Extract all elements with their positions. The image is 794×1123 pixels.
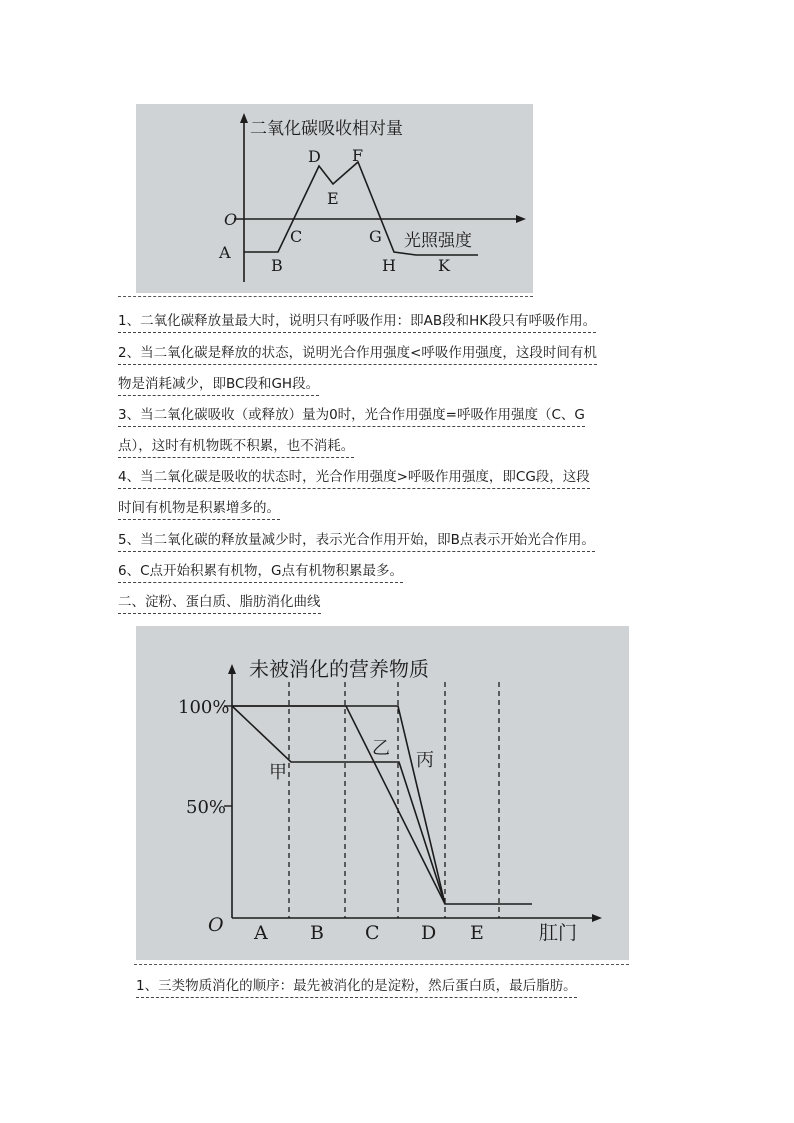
point-label-a: A [219, 243, 231, 262]
curve-label-bing: 丙 [416, 750, 434, 771]
x-axis-end-label: 肛门 [539, 922, 578, 944]
point-label-b: B [271, 256, 283, 275]
separator [134, 964, 629, 965]
curve-label-yi: 乙 [372, 738, 390, 759]
co2-curve-figure [136, 104, 533, 293]
point-label-f: F [352, 146, 364, 165]
region-label-b: B [310, 922, 324, 944]
note-line: 3、当二氧化碳吸收（或释放）量为0时，光合作用强度=呼吸作用强度（C、G [118, 405, 585, 427]
note-line: 4、当二氧化碳是吸收的状态时，光合作用强度>呼吸作用强度，即CG段，这段 [118, 467, 590, 489]
separator [118, 296, 533, 297]
region-label-e: E [470, 922, 484, 944]
y-tick-100: 100% [178, 697, 230, 718]
note-line: 物是消耗减少，即BC段和GH段。 [118, 374, 319, 396]
point-label-e: E [327, 189, 339, 208]
note-line: 2、当二氧化碳是释放的状态，说明光合作用强度<呼吸作用强度，这段时间有机 [118, 343, 597, 365]
curve-label-jia: 甲 [269, 762, 287, 783]
note-line: 1、二氧化碳释放量最大时，说明只有呼吸作用：即AB段和HK段只有呼吸作用。 [118, 311, 596, 333]
origin-label: O [208, 914, 224, 936]
point-label-h: H [382, 256, 396, 275]
region-label-c: C [365, 922, 380, 944]
x-axis-label: 光照强度 [404, 231, 472, 251]
note-line: 点），这时有机物既不积累，也不消耗。 [118, 436, 354, 458]
region-label-d: D [421, 922, 437, 944]
point-label-c: C [290, 227, 303, 246]
digestion-curve-figure [136, 626, 629, 960]
y-axis-label: 未被消化的营养物质 [249, 657, 429, 681]
note-line: 6、C点开始积累有机物，G点有机物积累最多。 [118, 561, 403, 583]
region-label-a: A [254, 922, 268, 944]
section-title: 二、淀粉、蛋白质、脂肪消化曲线 [118, 592, 321, 614]
y-tick-50: 50% [186, 797, 227, 818]
y-axis-label: 二氧化碳吸收相对量 [250, 119, 403, 139]
point-label-g: G [369, 227, 382, 246]
point-label-d: D [308, 147, 321, 166]
note-line: 1、三类物质消化的顺序：最先被消化的是淀粉，然后蛋白质，最后脂肪。 [136, 976, 577, 998]
point-label-k: K [438, 256, 450, 275]
origin-label: O [224, 210, 238, 229]
note-line: 时间有机物是积累增多的。 [118, 498, 280, 520]
note-line: 5、当二氧化碳的释放量减少时，表示光合作用开始，即B点表示开始光合作用。 [118, 530, 595, 552]
